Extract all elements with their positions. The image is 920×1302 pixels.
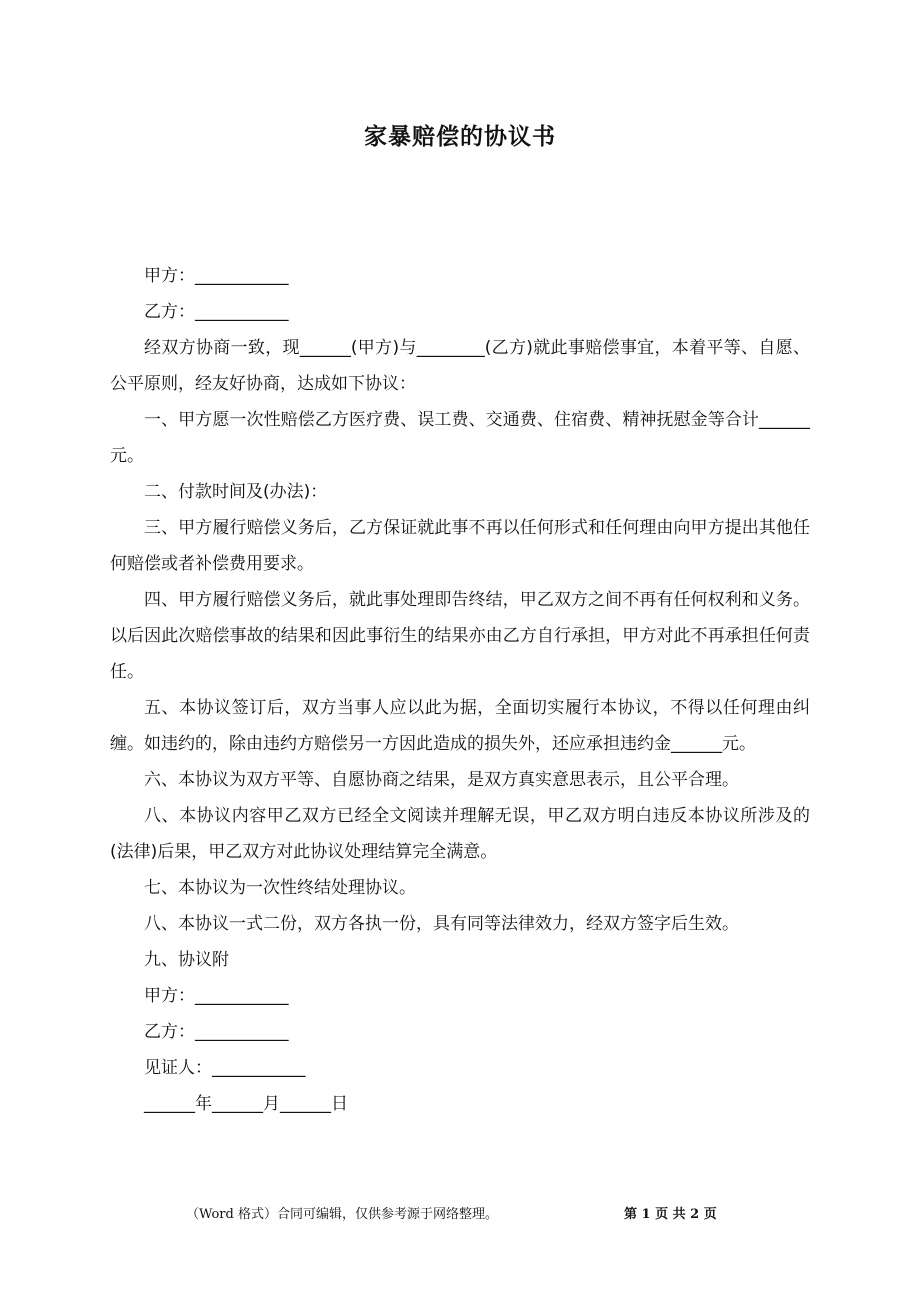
clause-7: 七、本协议为一次性终结处理协议。 xyxy=(144,878,416,898)
party-b-line: 乙方：___________ xyxy=(144,302,289,322)
clause-2: 二、付款时间及(办法)： xyxy=(144,482,328,502)
clause-4: 四、甲方履行赔偿义务后，就此事处理即告终结，甲乙双方之间不再有任何权利和义务。以后因此次赔偿事故的结果和因此事衍生的结果亦由乙方自行承担，甲方对此不再承担任何责任。 xyxy=(110,590,810,682)
clause-9: 九、协议附 xyxy=(144,950,229,970)
clause-8a: 八、本协议内容甲乙双方已经全文阅读并理解无误，甲乙双方明白违反本协议所涉及的(法律)后果，甲乙双方对此协议处理结算完全满意。 xyxy=(110,806,810,862)
clause-1: 一、甲方愿一次性赔偿乙方医疗费、误工费、交通费、住宿费、精神抚慰金等合计______元。 xyxy=(110,410,810,466)
footer-note: （Word 格式）合同可编辑，仅供参考源于网络整理。 xyxy=(186,1207,498,1222)
clause-8b: 八、本协议一式二份，双方各执一份，具有同等法律效力，经双方签字后生效。 xyxy=(144,914,739,934)
signature-party-b: 乙方：___________ xyxy=(144,1022,289,1042)
clause-5: 五、本协议签订后，双方当事人应以此为据，全面切实履行本协议，不得以任何理由纠缠。如违约的，除由违约方赔偿另一方因此造成的损失外，还应承担违约金______元。 xyxy=(110,698,810,754)
preamble-paragraph: 经双方协商一致，现______(甲方)与________(乙方)就此事赔偿事宜，本着平等、自愿、公平原则，经友好协商，达成如下协议： xyxy=(110,338,810,394)
party-a-line: 甲方：___________ xyxy=(144,266,289,286)
signature-date: ______年______月______日 xyxy=(144,1094,348,1114)
document-body xyxy=(110,258,810,1122)
clause-6: 六、本协议为双方平等、自愿协商之结果，是双方真实意思表示，且公平合理。 xyxy=(144,770,739,790)
clause-3: 三、甲方履行赔偿义务后，乙方保证就此事不再以任何形式和任何理由向甲方提出其他任何赔偿或者补偿费用要求。 xyxy=(110,518,810,574)
signature-party-a: 甲方：___________ xyxy=(144,986,289,1006)
page-footer xyxy=(0,1203,920,1227)
document-title: 家暴赔偿的协议书 xyxy=(364,124,556,150)
signature-witness: 见证人：___________ xyxy=(144,1058,306,1078)
page-number: 第 1 页 共 2 页 xyxy=(624,1207,717,1222)
